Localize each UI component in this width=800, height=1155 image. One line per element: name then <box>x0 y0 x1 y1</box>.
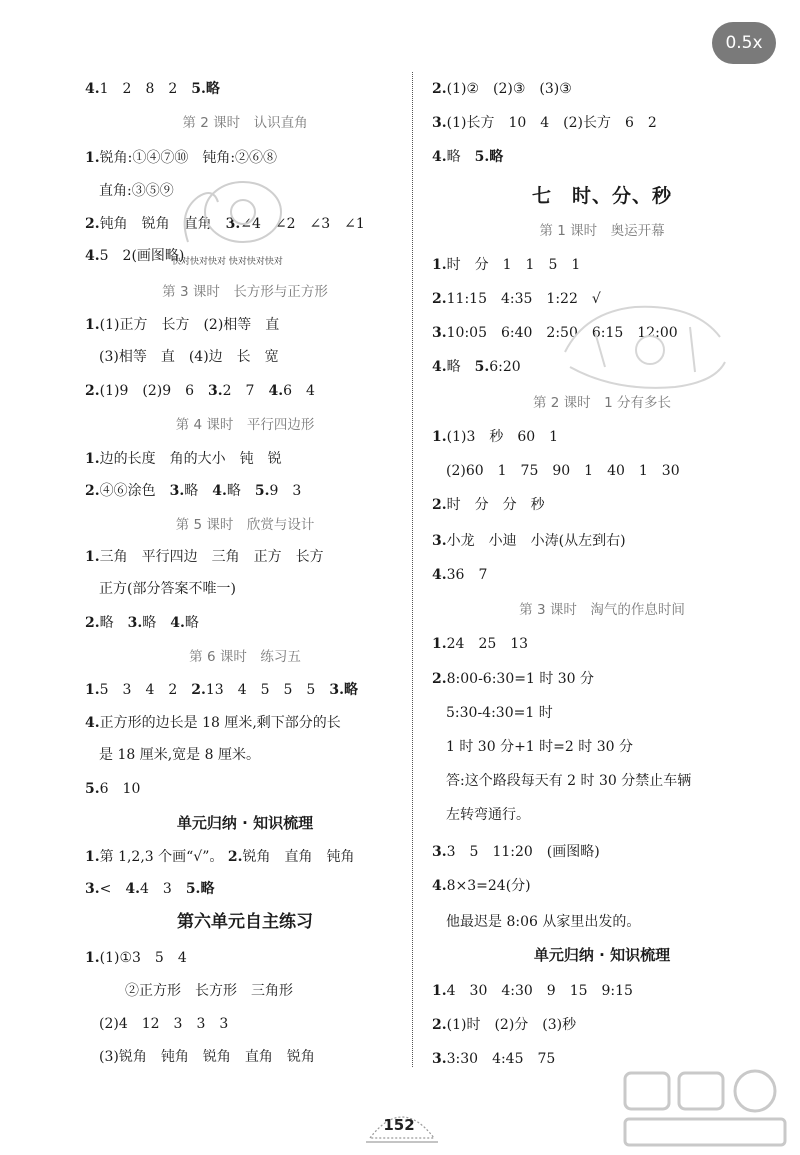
site-logo-watermark-icon <box>615 1065 795 1151</box>
answer-line: 4.5 2(画图略) <box>85 248 185 264</box>
answer-line: 4.正方形的边长是 18 厘米,剩下部分的长 <box>85 715 341 731</box>
answer-line: 2.钝角 锐角 直角 3.∠4 ∠2 ∠3 ∠1 <box>85 216 365 232</box>
zoom-level-badge[interactable]: 0.5x <box>712 22 776 64</box>
answer-line: 5.6 10 <box>85 781 141 797</box>
answer-line: 1.锐角:①④⑦⑩ 钝角:②⑥⑧ <box>85 150 278 166</box>
answer-line: 3.3 5 11:20 (画图略) <box>432 844 600 860</box>
answer-line: 1.(1)3 秒 60 1 <box>432 429 559 445</box>
answer-line: 1.三角 平行四边 三角 正方 长方 <box>85 549 324 565</box>
answer-line: 4.略 5.略 <box>432 149 504 165</box>
lesson-heading: 第 3 课时 长方形与正方形 <box>162 284 328 300</box>
answer-line: 左转弯通行。 <box>446 807 530 823</box>
unit-practice-heading: 第六单元自主练习 <box>177 912 313 932</box>
answer-line: 他最迟是 8:06 从家里出发的。 <box>446 914 641 930</box>
page-number: 152 <box>383 1116 415 1134</box>
answer-line: 是 18 厘米,宽是 8 厘米。 <box>99 747 260 763</box>
watermark-stamp-icon <box>168 172 288 252</box>
chapter-title: 七 时、分、秒 <box>531 185 672 207</box>
lesson-heading: 第 2 课时 认识直角 <box>182 115 308 131</box>
answer-line: 1.第 1,2,3 个画“√”。 2.锐角 直角 钝角 <box>85 849 355 865</box>
answer-line: ②正方形 长方形 三角形 <box>125 983 293 999</box>
answer-line: 4.8×3=24(分) <box>432 878 531 894</box>
answer-line: 1 时 30 分+1 时=2 时 30 分 <box>446 739 633 755</box>
lesson-heading: 第 1 课时 奥运开幕 <box>539 223 665 239</box>
answer-line: 4.36 7 <box>432 567 488 583</box>
answer-line: 4.略 5.6:20 <box>432 359 521 375</box>
answer-line: 1.5 3 4 2 2.13 4 5 5 5 3.略 <box>85 682 358 698</box>
answer-line: 答:这个路段每天有 2 时 30 分禁止车辆 <box>446 773 692 789</box>
answer-line: 2.(1)时 (2)分 (3)秒 <box>432 1017 577 1033</box>
answer-line: 2.(1)9 (2)9 6 3.2 7 4.6 4 <box>85 383 315 399</box>
answer-line: 2.11:15 4:35 1:22 √ <box>432 291 601 307</box>
answer-line: 2.略 3.略 4.略 <box>85 615 199 631</box>
lesson-heading: 第 4 课时 平行四边形 <box>175 417 315 433</box>
answer-line: 1.(1)①3 5 4 <box>85 950 187 966</box>
answer-line: 1.时 分 1 1 5 1 <box>432 257 581 273</box>
answer-line: 4.1 2 8 2 5.略 <box>85 81 220 97</box>
answer-line: 2.8:00-6:30=1 时 30 分 <box>432 671 595 687</box>
answer-line: 5:30-4:30=1 时 <box>446 705 553 721</box>
lesson-heading: 第 2 课时 1 分有多长 <box>532 395 672 411</box>
answer-line: 3.小龙 小迪 小涛(从左到右) <box>432 533 626 549</box>
answer-line: 1.边的长度 角的大小 钝 锐 <box>85 451 282 467</box>
watermark-text: 快对快对快对 快对快对快对 <box>172 257 283 267</box>
answer-line: 正方(部分答案不唯一) <box>99 581 236 597</box>
answer-line: 3.< 4.4 3 5.略 <box>85 881 215 897</box>
lesson-heading: 第 6 课时 练习五 <box>189 649 301 665</box>
answer-line: (2)4 12 3 3 3 <box>99 1016 229 1032</box>
lesson-heading: 第 3 课时 淘气的作息时间 <box>519 602 685 618</box>
answer-line: 1.4 30 4:30 9 15 9:15 <box>432 983 633 999</box>
answer-line: 3.10:05 6:40 2:50 6:15 12:00 <box>432 325 678 341</box>
answer-line: (3)锐角 钝角 锐角 直角 锐角 <box>99 1049 315 1065</box>
answer-line: 2.时 分 分 秒 <box>432 497 545 513</box>
answer-line: 1.24 25 13 <box>432 636 529 652</box>
answer-line: 2.④⑥涂色 3.略 4.略 5.9 3 <box>85 483 302 499</box>
column-divider <box>412 72 413 1067</box>
answer-line: 1.(1)正方 长方 (2)相等 直 <box>85 317 280 333</box>
unit-summary-heading: 单元归纳 · 知识梳理 <box>176 814 314 832</box>
lesson-heading: 第 5 课时 欣赏与设计 <box>175 517 315 533</box>
unit-summary-heading: 单元归纳 · 知识梳理 <box>533 946 671 964</box>
answer-line: (3)相等 直 (4)边 长 宽 <box>99 349 279 365</box>
answer-line: 2.(1)② (2)③ (3)③ <box>432 81 572 97</box>
answer-line: 3.(1)长方 10 4 (2)长方 6 2 <box>432 115 657 131</box>
watermark-stamp-icon <box>555 292 735 402</box>
answer-line: 直角:③⑤⑨ <box>99 183 174 199</box>
answer-line: 3.3:30 4:45 75 <box>432 1051 556 1067</box>
answer-line: (2)60 1 75 90 1 40 1 30 <box>446 463 680 479</box>
